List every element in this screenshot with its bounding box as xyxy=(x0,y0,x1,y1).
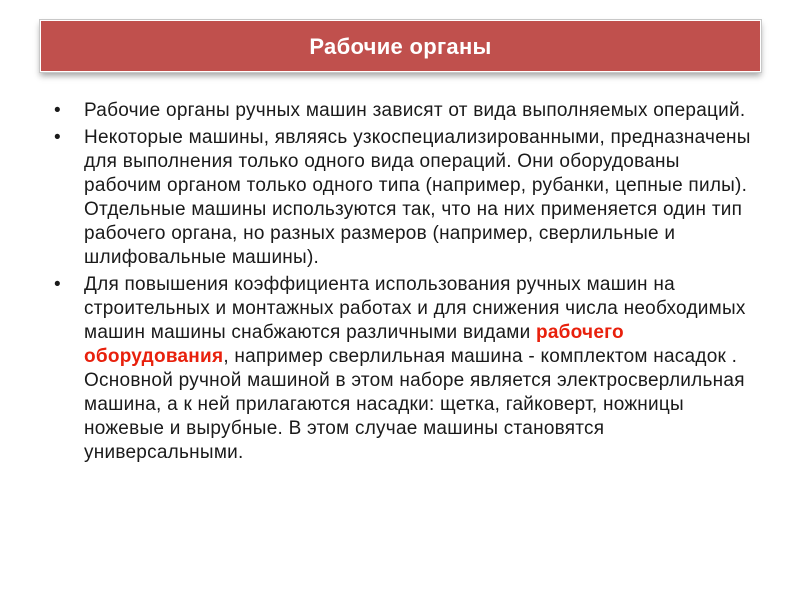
bullet-icon: • xyxy=(54,127,61,148)
bullet-item xyxy=(52,126,757,270)
bullet-icon: • xyxy=(54,274,61,295)
bullet-text-before: Для повышения коэффициента использования ручных машин на строительных и монтажных работах и для снижения числа необходимых машин машины снабжаются различными видами xyxy=(84,274,746,343)
bullet-text: Некоторые машины, являясь узкоспециализированными, предназначены для выполнения только одного вида операций. Они оборудованы рабочим органом только одного типа (например, рубанки, цепные пилы). Отдельные машины используются так, что на них применяется один тип рабочего органа, но разных размеров (например, сверлильные и шлифовальные машины). xyxy=(84,127,751,268)
highlighted-term: рабочего оборудования xyxy=(84,322,624,367)
bullet-item xyxy=(52,273,757,465)
slide-title: Рабочие органы xyxy=(309,34,492,59)
bullet-icon: • xyxy=(54,100,61,121)
title-bar xyxy=(40,20,761,72)
bullet-text-after: , например сверлильная машина - комплектом насадок . Основной ручной машиной в этом наборе является электросверлильная машина, а к ней прилагаются насадки: щетка, гайковерт, ножницы ножевые и вырубные. В этом случае машины становятся универсальными. xyxy=(84,346,745,463)
bullet-text: Рабочие органы ручных машин зависят от вида выполняемых операций. xyxy=(84,100,746,121)
bullet-item xyxy=(52,99,757,123)
bullet-list xyxy=(52,99,757,468)
